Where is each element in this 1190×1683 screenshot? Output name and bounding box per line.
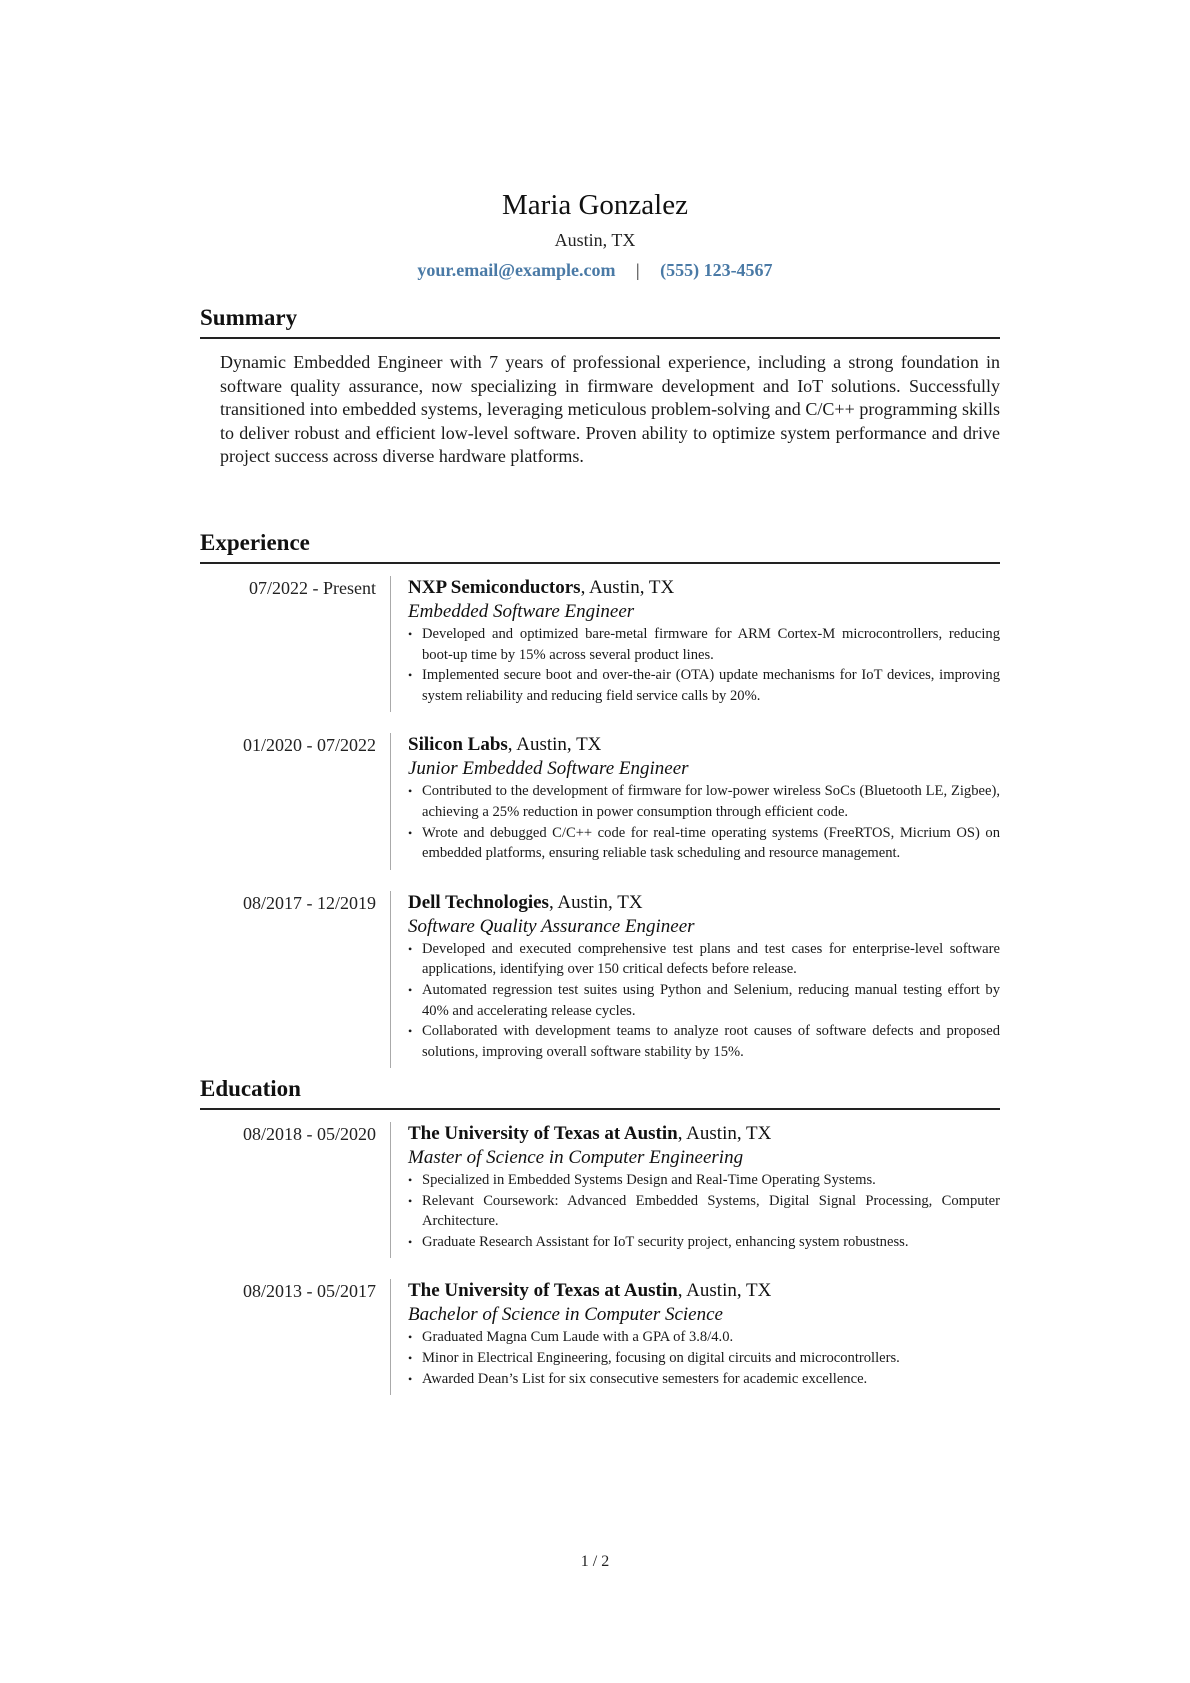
bullet-item: • Graduate Research Assistant for IoT security project, enhancing system robustness. <box>408 1232 1000 1253</box>
education-section <box>200 1074 1000 1395</box>
entry-heading <box>408 576 1000 600</box>
education-entry <box>200 1122 1000 1258</box>
experience-entry <box>200 891 1000 1069</box>
entry-bullets <box>408 1170 1000 1252</box>
entry-role: Software Quality Assurance Engineer <box>408 915 695 937</box>
entry-institution: The University of Texas at Austin <box>408 1280 678 1302</box>
bullet-item: • Relevant Coursework: Advanced Embedded Systems, Digital Signal Processing, Computer Architecture. <box>408 1191 1000 1232</box>
education-entry <box>200 1279 1000 1395</box>
bullet-item: • Minor in Electrical Engineering, focusing on digital circuits and microcontrollers. <box>408 1348 1000 1369</box>
contact-separator: | <box>635 260 640 280</box>
summary-text: Dynamic Embedded Engineer with 7 years of professional experience, including a strong foundation in software quality assurance, now specializing in firmware development and IoT solutions. Successfully transitioned into embedded systems, leveraging meticulous problem-solving and C/C++ programming skills to deliver robust and efficient low-level software. Proven ability to optimize system performance and drive project success across diverse hardware platforms. <box>220 352 1000 466</box>
section-title: Experience <box>200 530 310 555</box>
entry-degree: Master of Science in Computer Engineering <box>408 1147 744 1168</box>
phone-link[interactable]: (555) 123-4567 <box>660 260 773 280</box>
entry-degree: Bachelor of Science in Computer Science <box>408 1304 723 1326</box>
entry-date: 08/2018 - 05/2020 <box>243 1124 376 1144</box>
contact-line <box>0 258 1190 282</box>
entry-location: , Austin, TX <box>548 891 643 913</box>
experience-section <box>200 528 1000 1068</box>
bullet-item: • Automated regression test suites using Python and Selenium, reducing manual testing effort by 40% and accelerating release cycles. <box>408 980 1000 1021</box>
bullet-item: • Developed and executed comprehensive test plans and test cases for enterprise-level software applications, identifying over 150 critical defects before release. <box>408 939 1000 980</box>
entry-date: 07/2022 - Present <box>249 578 376 598</box>
section-divider <box>200 562 1000 564</box>
entry-date: 01/2020 - 07/2022 <box>243 735 376 756</box>
section-divider <box>200 337 1000 339</box>
entry-organization: Silicon Labs <box>408 734 508 756</box>
entry-bullets <box>408 1327 1000 1389</box>
entry-date: 08/2013 - 05/2017 <box>243 1281 376 1302</box>
entry-heading <box>408 1122 1000 1146</box>
entry-body <box>390 1122 1000 1258</box>
entry-bullets <box>408 624 1000 706</box>
bullet-item: • Developed and optimized bare-metal firmware for ARM Cortex-M microcontrollers, reducing boot-up time by 15% across several product lines. <box>408 624 1000 665</box>
experience-entry <box>200 576 1000 712</box>
education-list <box>200 1122 1000 1395</box>
section-divider <box>200 1108 1000 1110</box>
entry-date: 08/2017 - 12/2019 <box>243 892 376 913</box>
section-title: Summary <box>200 305 298 330</box>
entry-bullets <box>408 781 1000 863</box>
page-number: 1 / 2 <box>580 1553 610 1570</box>
candidate-location: Austin, TX <box>554 230 636 250</box>
entry-body <box>390 733 1000 869</box>
entry-role: Junior Embedded Software Engineer <box>408 758 689 780</box>
bullet-item: • Specialized in Embedded Systems Design and Real-Time Operating Systems. <box>408 1170 1000 1191</box>
entry-heading <box>408 891 1000 915</box>
entry-location: , Austin, TX <box>507 734 602 756</box>
bullet-item: • Graduated Magna Cum Laude with a GPA of 3.8/4.0. <box>408 1327 1000 1348</box>
experience-entry <box>200 733 1000 869</box>
entry-location: , Austin, TX <box>580 577 675 598</box>
entry-organization: Dell Technologies <box>408 891 549 913</box>
entry-heading <box>408 733 1000 757</box>
entry-bullets <box>408 939 1000 1063</box>
bullet-item: • Wrote and debugged C/C++ code for real-time operating systems (FreeRTOS, Micrium OS) on embedded platforms, ensuring reliable task scheduling and resource management. <box>408 823 1000 864</box>
candidate-name: Maria Gonzalez <box>502 189 688 221</box>
entry-location: , Austin, TX <box>677 1280 772 1302</box>
entry-role: Embedded Software Engineer <box>408 601 635 622</box>
entry-location: , Austin, TX <box>677 1123 772 1144</box>
resume-header <box>0 186 1190 282</box>
entry-institution: The University of Texas at Austin <box>408 1123 678 1144</box>
bullet-item: • Contributed to the development of firmware for low-power wireless SoCs (Bluetooth LE, Zigbee), achieving a 25% reduction in power consumption through efficient code. <box>408 781 1000 822</box>
summary-section <box>200 303 1000 469</box>
entry-body <box>390 576 1000 712</box>
entry-body <box>390 891 1000 1069</box>
section-title: Education <box>200 1076 301 1101</box>
entry-body <box>390 1279 1000 1395</box>
email-link[interactable]: your.email@example.com <box>417 260 616 280</box>
entry-heading <box>408 1279 1000 1303</box>
experience-list <box>200 576 1000 1068</box>
bullet-item: • Awarded Dean’s List for six consecutive semesters for academic excellence. <box>408 1369 1000 1390</box>
bullet-item: • Collaborated with development teams to analyze root causes of software defects and proposed solutions, improving overall software stability by 15%. <box>408 1021 1000 1062</box>
bullet-item: • Implemented secure boot and over-the-air (OTA) update mechanisms for IoT devices, improving system reliability and reducing field service calls by 20%. <box>408 665 1000 706</box>
entry-organization: NXP Semiconductors <box>408 577 581 598</box>
